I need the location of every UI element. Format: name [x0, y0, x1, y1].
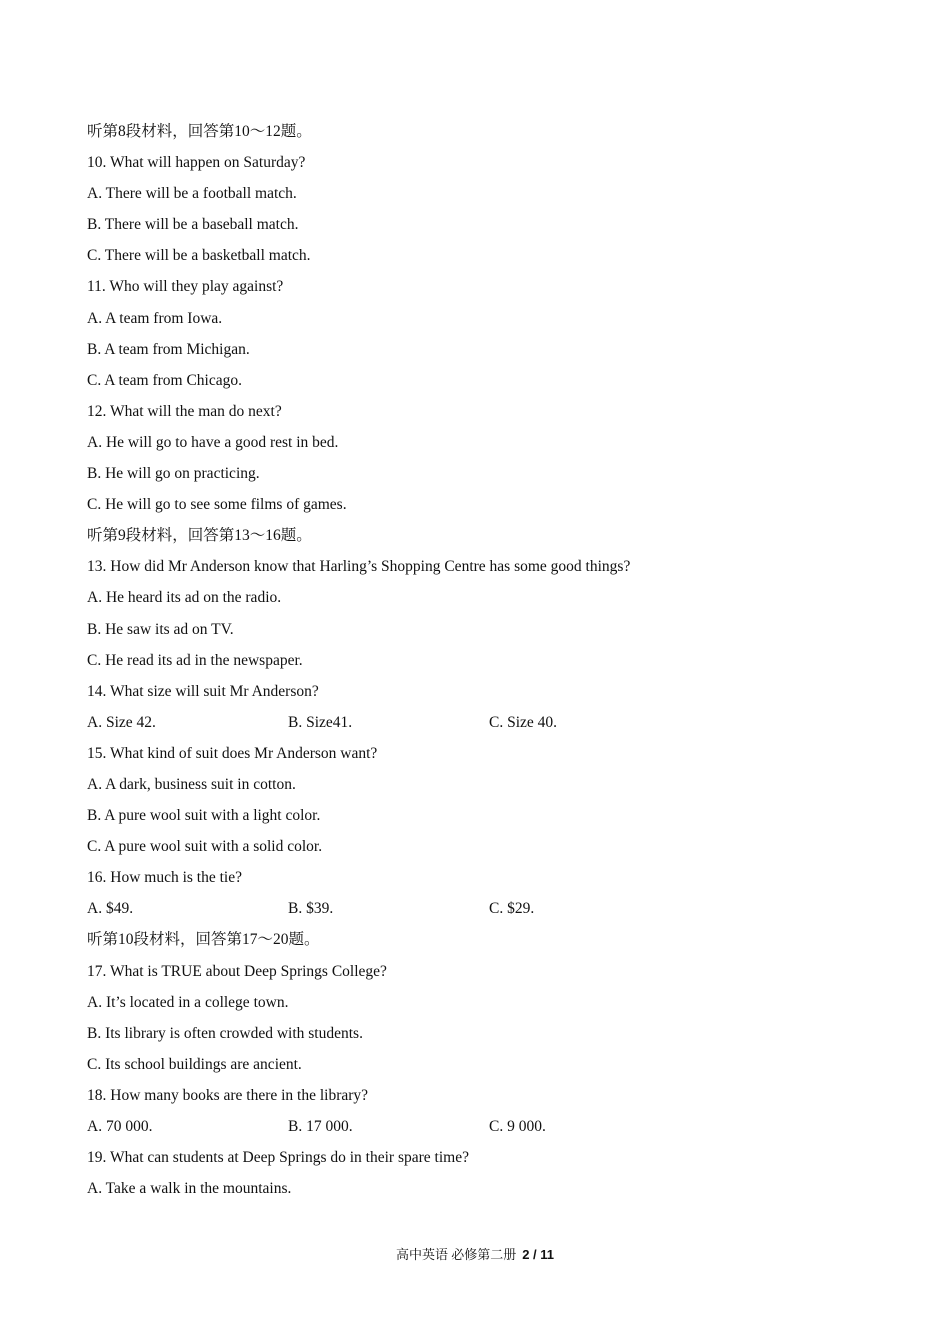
option-row [87, 1111, 887, 1142]
option: B. Its library is often crowded with students. [87, 1024, 363, 1042]
question: 18. How many books are there in the library? [87, 1086, 369, 1104]
question: 19. What can students at Deep Springs do in their spare time? [87, 1149, 469, 1167]
question: 15. What kind of suit does Mr Anderson want? [87, 744, 378, 762]
footer-title: 高中英语 必修第二册 [395, 1247, 517, 1262]
question: 12. What will the man do next? [87, 402, 282, 420]
section-heading: 听第8段材料，回答第10～12题。 [87, 123, 312, 140]
option: B. A team from Michigan. [87, 340, 250, 358]
option: B. 17 000. [288, 1118, 353, 1135]
document-body [87, 116, 887, 1204]
option-row [87, 893, 887, 924]
page-footer [0, 1245, 950, 1265]
question: 11. Who will they play against? [87, 278, 284, 296]
question: 13. How did Mr Anderson know that Harling’s Shopping Centre has some good things? [87, 558, 631, 576]
option: B. He saw its ad on TV. [87, 620, 234, 638]
option: A. Size 42. [87, 713, 156, 731]
page-number: 2 / 11 [522, 1247, 555, 1262]
option: C. Its school buildings are ancient. [87, 1055, 302, 1073]
option: A. It’s located in a college town. [87, 993, 289, 1011]
option: C. Size 40. [489, 713, 558, 731]
option: B. A pure wool suit with a light color. [87, 807, 321, 825]
question: 16. How much is the tie? [87, 869, 242, 887]
option: A. There will be a football match. [87, 185, 297, 203]
option: A. A team from Iowa. [87, 309, 223, 327]
option: A. A dark, business suit in cotton. [87, 775, 296, 793]
option: B. There will be a baseball match. [87, 216, 299, 234]
question: 17. What is TRUE about Deep Springs College? [87, 962, 387, 980]
option: B. Size41. [288, 713, 353, 731]
option: C. $29. [489, 900, 535, 918]
option: A. He heard its ad on the radio. [87, 589, 282, 607]
option: C. He will go to see some films of games. [87, 496, 347, 514]
question: 10. What will happen on Saturday? [87, 154, 306, 172]
section-heading: 听第10段材料，回答第17～20题。 [87, 931, 320, 949]
option: A. 70 000. [87, 1118, 153, 1135]
option: B. He will go on practicing. [87, 465, 260, 483]
section-heading: 听第9段材料，回答第13～16题。 [87, 527, 312, 545]
option: C. There will be a basketball match. [87, 247, 311, 265]
question: 14. What size will suit Mr Anderson? [87, 682, 319, 700]
option: C. 9 000. [489, 1118, 546, 1135]
option: A. He will go to have a good rest in bed. [87, 433, 339, 451]
option: A. $49. [87, 900, 134, 918]
option: C. A team from Chicago. [87, 371, 242, 389]
option: B. $39. [288, 900, 334, 918]
option: C. He read its ad in the newspaper. [87, 651, 303, 669]
option: C. A pure wool suit with a solid color. [87, 838, 323, 856]
option-row [87, 707, 887, 738]
option: A. Take a walk in the mountains. [87, 1180, 292, 1198]
